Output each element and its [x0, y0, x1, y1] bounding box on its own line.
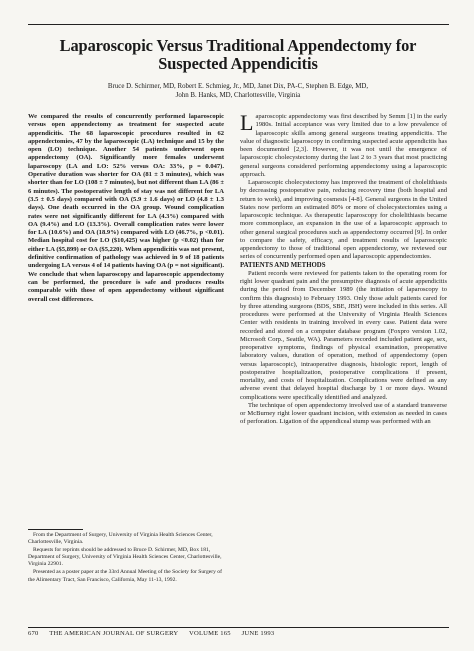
- footer-rule: [28, 627, 449, 628]
- footnotes: [28, 532, 226, 585]
- footnote-affiliation: From the Department of Surgery, University of Virginia Health Sciences Center, Charlottesville, Virginia.: [28, 532, 213, 546]
- methods-paragraph-1: Patient records were reviewed for patients taken to the operating room for right lower quadrant pain and the presumptive diagnosis of acute appendicitis during the period from December 1989 (the initiation of laparoscopy to confirm this diagnosis) to February 1993. Only those adult patients cared for by three attending surgeons (BDS, SBE, JBH) were included in this series. All procedures were performed at the University of Virginia Health Sciences Center with residents in training involved in every case. Patient data were recorded and stored on a computer database program (Foxpro version 1.02, Microsoft Corp., Seattle, WA). Parameters recorded included patient age, sex, preoperative symptoms, findings of physical examination, preoperative laboratory values, duration of operation, method of appendectomy (open versus laparoscopic), intraoperative diagnosis, histologic report, length of postoperative hospitalization, postoperative complications if present, mortality, and costs of hospitalization. Complications were defined as any adverse event that delayed hospital discharge by 1 or more days. Wound complications were specifically identified and analyzed.: [240, 269, 447, 401]
- intro-paragraph-1-text: aparoscopic appendectomy was first described by Semm [1] in the early 1980s. Initial acceptance was very limited due to a low prevalence of laparoscopic skills among general surgeons treating appendicitis. The value of diagnostic laparoscopy in confirming suspected acute appendicitis has been documented [2,3]. However, it was not until the emergence of laparoscopic cholecystectomy during the last 2 to 3 years that most practicing general surgeons considered performing appendectomy using a laparoscopic approach.: [240, 113, 447, 178]
- abstract: We compared the results of concurrently performed laparoscopic versus open appendectomy as treatment for suspected acute appendicitis. The 68 laparoscopic procedures resulted in 62 appendectomies, 47 by the laparoscopic (LA) technique and 15 by the open (LO) technique. Another 54 patients underwent open appendectomy (OA). Significantly more females underwent laparoscopy (LA and LO: 52% versus OA: 33%, p = 0.047). Operative duration was shorter for OA (81 ± 3 minutes), which was shorter than for LO (108 ± 7 minutes), but not different than LA (86 ± 6 minutes). The postoperative length of stay was not different for LA (3.5 ± 0.5 days) compared with OA (5.9 ± 1.6 days) or LO (4.8 ± 1.3 days). One death occurred in the OA group. Wound complication rates were not significantly different for LA (4.3%) compared with OA (9.4%) and LO (13.3%). Overall complication rates were lower for LA (10.6%) and OA (18.9%) compared with LO (46.7%, p <0.01). Median hospital cost for LO ($10,425) was higher (p <0.02) than for either LA ($5,899) or OA ($5,220). When appendicitis was not present, definitive confirmation of pathology was achieved in 9 of 18 patients undergoing LA versus 4 of 14 patients having OA (p = not significant). We conclude that when laparoscopy and laparoscopic appendectomy can be performed, the procedure is safe and produces results comparable with those of open appendectomy without significant overall cost differences.: [28, 113, 224, 303]
- article-title: [20, 37, 456, 73]
- footnote-reprints: Requests for reprints should be addressed to Bruce D. Schirmer, MD, Box 181, Department of Surgery, University of Virginia Health Sciences Center, Charlottesville, Virginia 22901.: [28, 547, 222, 568]
- top-rule: [28, 24, 449, 25]
- footnote-presented: Presented as a poster paper at the 33rd Annual Meeting of the Society for Surgery of the Alimentary Tract, San Francisco, California, May 11-13, 1992.: [28, 569, 222, 583]
- body-column: [240, 110, 447, 427]
- title-line-2: Suspected Appendicitis: [158, 54, 318, 73]
- authors-line-1: Bruce D. Schirmer, MD, Robert E. Schmieg, Jr., MD, Janet Dix, PA-C, Stephen B. Edge, MD,: [107, 83, 369, 90]
- title-line-1: Laparoscopic Versus Traditional Appendectomy for: [59, 36, 417, 55]
- journal-name: THE AMERICAN JOURNAL OF SURGERY: [49, 630, 179, 637]
- authors-line-2: John B. Hanks, MD, Charlottesville, Virginia: [175, 92, 301, 100]
- journal-date: JUNE 1993: [241, 630, 275, 637]
- page-footer: [28, 630, 283, 637]
- footnote-rule: [28, 529, 83, 530]
- section-heading: PATIENTS AND METHODS: [240, 261, 326, 269]
- drop-cap: L: [240, 110, 254, 135]
- methods-paragraph-2: The technique of open appendectomy involved use of a standard transverse or McBurney right lower quadrant incision, with extension as needed in cases of perforation. Ligation of the appendiceal stump was performed with an: [240, 401, 447, 426]
- intro-paragraph-1: [240, 110, 447, 179]
- author-list: [20, 82, 456, 101]
- journal-volume: VOLUME 165: [189, 630, 231, 637]
- intro-paragraph-2: Laparoscopic cholecystectomy has improved the treatment of cholelithiasis by decreasing postoperative pain, reducing recovery time (both hospital and return to work), and improving cosmesis [4-8]. General surgeons in the United States now perform an estimated 80% or more of cholecystectomies using a laparoscopic technique. As therapeutic laparoscopy for cholelithiasis became more commonplace, an expansion in the use of a laparoscopic approach to other general surgical procedures such as appendectomy occurred [9]. In order to compare the safety, efficacy, and treatment results of laparoscopic appendectomy to those of traditional open appendectomy, we reviewed our series of concurrently performed open and laparoscopic appendectomies.: [240, 179, 447, 261]
- page-number: 670: [28, 630, 39, 637]
